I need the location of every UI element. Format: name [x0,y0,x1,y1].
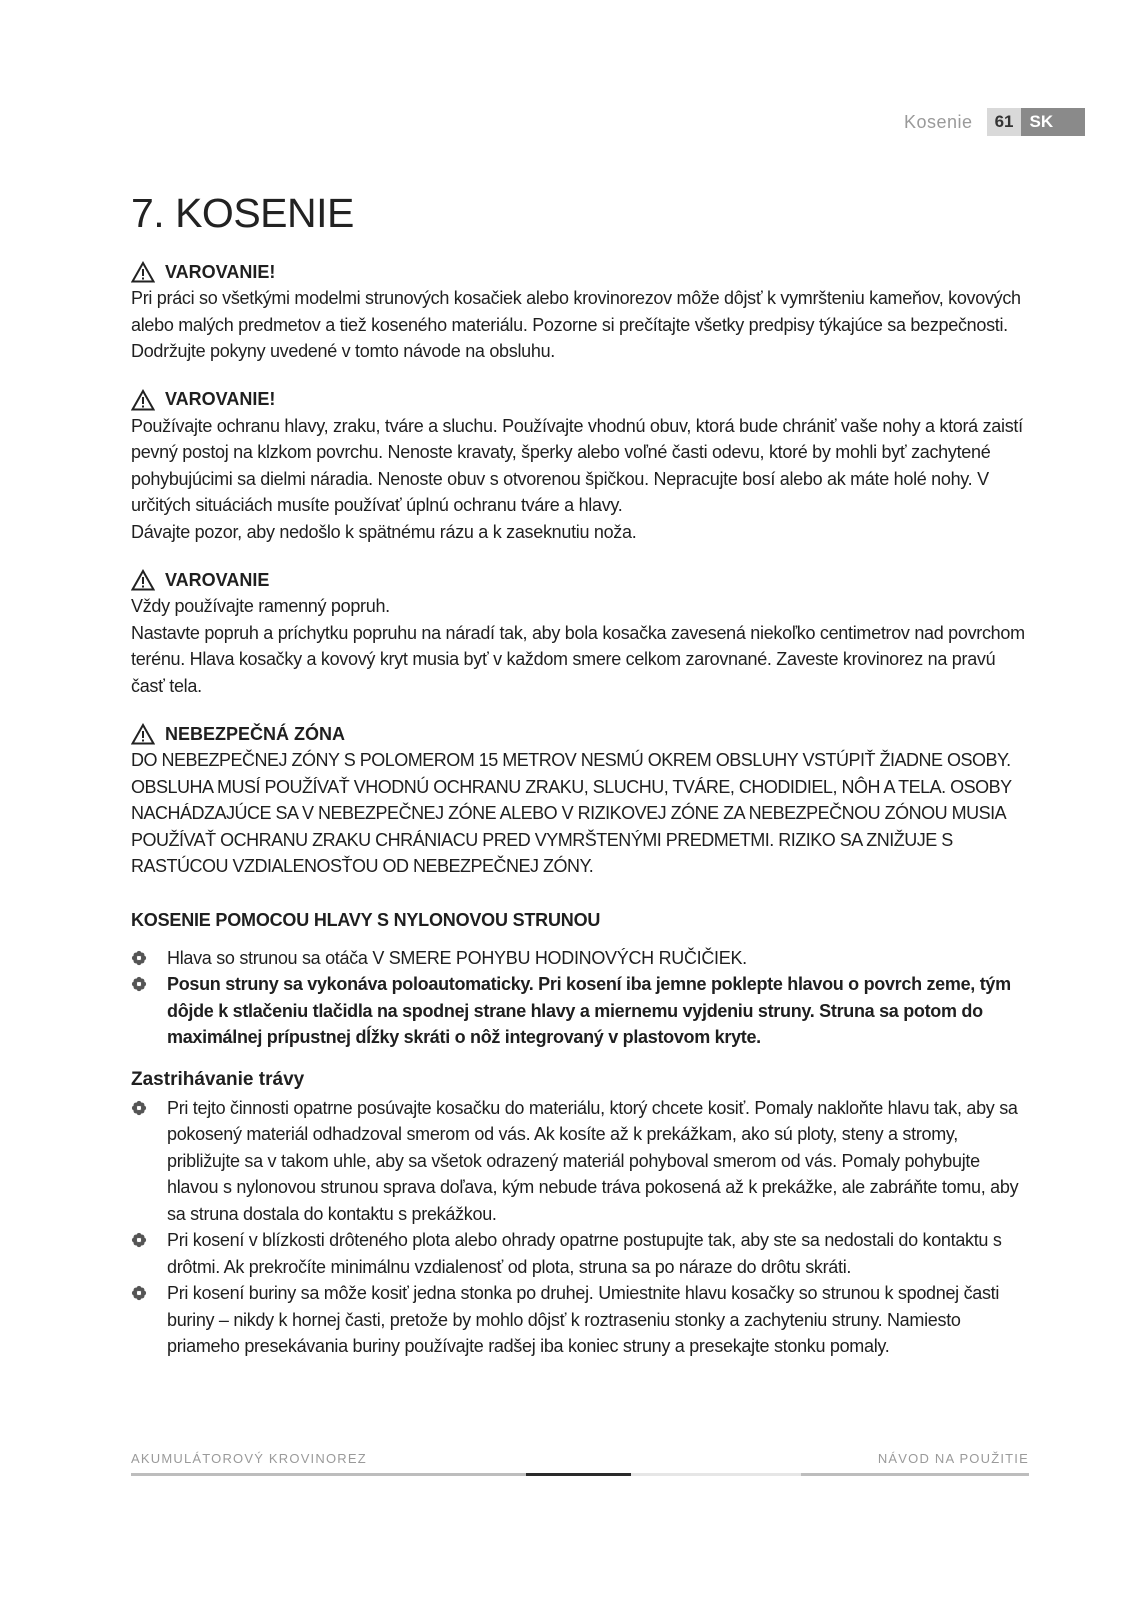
subsection-heading: Zastrihávanie trávy [131,1068,305,1090]
warning-title: NEBEZPEČNÁ ZÓNA [165,723,346,744]
footer-manual-label: NÁVOD NA POUŽITIE [877,1451,1029,1466]
warning-heading [131,567,1031,593]
subsection-bullet-list [131,1095,1031,1360]
page-header [904,108,1085,136]
warning-text: Pri práci so všetkými modelmi strunových kosačiek alebo krovinorezov môže dôjsť k vymršteniu kameňov, kovových alebo malých predmetov a tiež koseného materiálu. Pozorne si prečítajte všetky predpisy týkajúce sa bezpečnosti. [131,288,1021,335]
warning-triangle-icon [131,261,155,283]
list-item [131,971,1031,1051]
warning-text: Dávajte pozor, aby nedošlo k spätnému rázu a k zaseknutiu noža. [131,521,637,542]
warning-heading [131,721,1031,747]
list-item [131,1280,1031,1360]
warning-text: Vždy používajte ramenný popruh. [131,596,390,616]
danger-zone-block [131,721,1031,880]
warning-text: Dodržujte pokyny uvedené v tomto návode na obsluhu. [131,341,555,361]
language-badge: SK [1021,108,1085,136]
page-content [131,190,1031,1360]
warning-triangle-icon [131,389,155,411]
warning-title: VAROVANIE [165,569,270,590]
footer-rule-segment [526,1473,631,1476]
list-item-text: Pri kosení v blízkosti drôteného plota alebo ohrady opatrne postupujte tak, aby ste sa nedostali do kontaktu s drôtmi. Ak prekročíte minimálnu vzdialenosť od plota, struna sa po náraze do drôtu skráti. [167,1230,1002,1277]
list-item-text: Posun struny sa vykonáva poloautomaticky. Pri kosení iba jemne poklepte hlavou o povrch zeme, tým dôjde k stlačeniu tlačidla na spodnej strane hlavy a miernemu vyjdeniu struny. Struna sa potom do maximálnej prípustnej dĺžky skráti o nôž integrovaný v plastovom kryte. [167,974,1011,1047]
footer-rule-segment [801,1473,1029,1476]
flower-bullet-icon [131,950,147,966]
warning-text: Nastavte popruh a príchytku popruhu na náradí tak, aby bola kosačka zavesená niekoľko centimetrov nad povrchom terénu. Hlava kosačky a kovový kryt musia byť v každom smere celkom zarovnané. Zaveste krovinorez na pravú časť tela. [131,622,1025,696]
warning-heading [131,259,1031,285]
section-bullet-list [131,945,1031,1051]
warning-triangle-icon [131,723,155,745]
page-footer [131,1451,1029,1481]
page-number: 61 [987,108,1022,136]
flower-bullet-icon [131,1232,147,1248]
warning-block-1 [131,259,1031,365]
list-item-text: Pri tejto činnosti opatrne posúvajte kosačku do materiálu, ktorý chcete kosiť. Pomaly nakloňte hlavu tak, aby sa pokosený materiál odhadzoval smerom od vás. Ak kosíte až k prekážkam, ako sú ploty, steny a stromy, približujte sa v takom uhle, aby sa všetok odrazený materiál pohyboval smerom od vás. Pomaly pohybujte hlavou s nylonovou strunou sprava doľava, kým nebude tráva pokosená až k prekážke, ale zabráňte tomu, aby sa struna dostala do kontaktu s prekážkou. [167,1097,1019,1224]
page-title: 7. KOSENIE [131,190,354,236]
header-section-title: Kosenie [904,111,973,132]
flower-bullet-icon [131,1285,147,1301]
warning-block-3 [131,567,1031,699]
flower-bullet-icon [131,1100,147,1116]
list-item [131,945,1031,972]
list-item [131,1227,1031,1280]
footer-product-name: AKUMULÁTOROVÝ KROVINOREZ [131,1451,367,1466]
list-item [131,1095,1031,1228]
warning-title: VAROVANIE! [165,389,276,409]
section-heading: KOSENIE POMOCOU HLAVY S NYLONOVOU STRUNOU [131,909,601,930]
warning-triangle-icon [131,569,155,591]
list-item-text: Pri kosení buriny sa môže kosiť jedna stonka po druhej. Umiestnite hlavu kosačky so strunou k spodnej časti buriny – nikdy k hornej časti, pretože by mohlo dôjsť k roztraseniu stonky a zachyteniu struny. Namiesto priameho presekávania buriny používajte radšej iba koniec struny a presekajte stonku pomaly. [167,1283,1000,1356]
warning-title: VAROVANIE! [165,261,276,282]
flower-bullet-icon [131,976,147,992]
footer-rule-segment [631,1473,801,1476]
footer-rule-segment [131,1473,526,1476]
warning-block-2 [131,387,1031,546]
warning-heading [131,387,1031,413]
warning-text: Používajte ochranu hlavy, zraku, tváre a sluchu. Používajte vhodnú obuv, ktorá bude chrániť vaše nohy a ktorá zaistí pevný postoj na klzkom povrchu. Nenoste kravaty, šperky alebo voľné časti odevu, ktoré by mohli byť zachytené pohybujúcimi sa dielmi náradia. Nenoste obuv s otvorenou špičkou. Nepracujte bosí alebo ak máte holé nohy. V určitých situáciách musíte používať úplnú ochranu tváre a hlavy. [131,415,1023,515]
warning-text: DO NEBEZPEČNEJ ZÓNY S POLOMEROM 15 METROV NESMÚ OKREM OBSLUHY VSTÚPIŤ ŽIADNE OSOBY. OBSLUHA MUSÍ POUŽÍVAŤ VHODNÚ OCHRANU ZRAKU, SLUCHU, TVÁRE, CHODIDIEL, NÔH A TELA. OSOBY NACHÁDZAJÚCE SA V NEBEZPEČNEJ ZÓNE ALEBO V RIZIKOVEJ ZÓNE ZA NEBEZPEČNOU ZÓNOU MUSIA POUŽÍVAŤ OCHRANU ZRAKU CHRÁNIACU PRED VYMRŠTENÝMI PREDMETMI. RIZIKO SA ZNIŽUJE S RASTÚCOU VZDIALENOSŤOU OD NEBEZPEČNEJ ZÓNY. [131,750,1012,876]
list-item-text: Hlava so strunou sa otáča V SMERE POHYBU HODINOVÝCH RUČIČIEK. [167,947,747,968]
